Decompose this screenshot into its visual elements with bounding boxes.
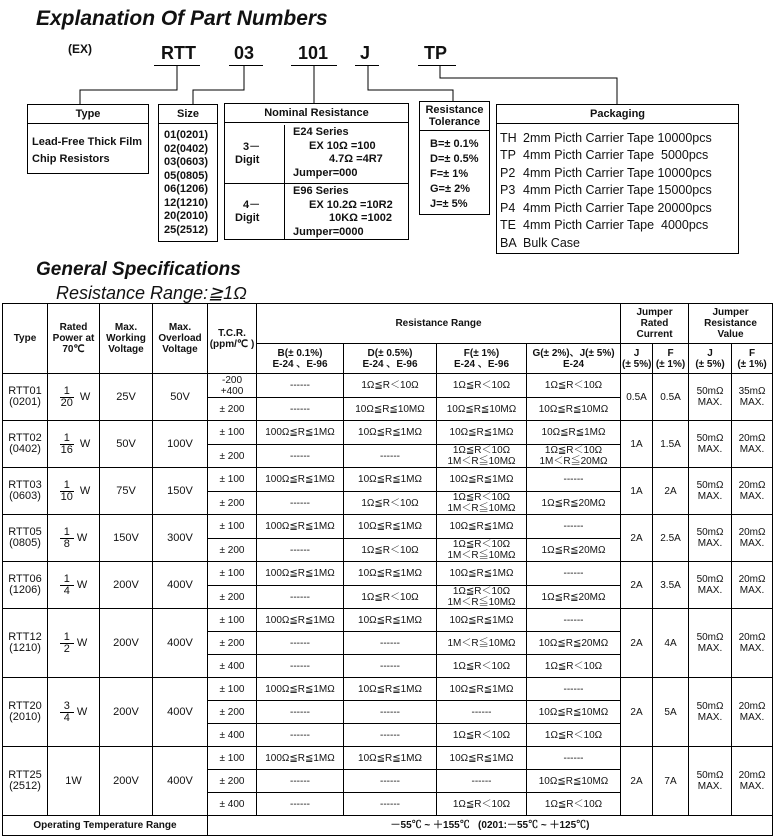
header-type: Type bbox=[3, 304, 48, 374]
range-f: 1Ω≦R＜10Ω bbox=[437, 374, 527, 398]
power-unit: W bbox=[76, 578, 88, 591]
working-voltage: 200V bbox=[100, 562, 153, 609]
range-f: 1Ω≦R＜10Ω 1M＜R≦10MΩ bbox=[437, 539, 527, 562]
range-f: 10Ω≦R≦10MΩ bbox=[437, 398, 527, 421]
nominal-line: 4.7Ω =4R7 bbox=[329, 153, 383, 165]
spec-row bbox=[3, 747, 773, 770]
range-f: 1Ω≦R＜10Ω 1M＜R≦10MΩ bbox=[437, 586, 527, 609]
range-b: ------ bbox=[257, 492, 344, 515]
jumper-resistance-f: 20mΩ MAX. bbox=[732, 515, 773, 562]
type-header: Type bbox=[28, 105, 148, 124]
range-d: ------ bbox=[344, 632, 437, 655]
jumper-current-j: 2A bbox=[621, 515, 653, 562]
part-type: RTT02 (0402) bbox=[3, 421, 48, 468]
tcr-value: ± 400 bbox=[208, 793, 257, 816]
jumper-current-f: 7A bbox=[653, 747, 689, 816]
packaging-row bbox=[497, 199, 738, 217]
tcr-value: ± 200 bbox=[208, 632, 257, 655]
rated-power bbox=[48, 468, 100, 515]
packaging-desc: Bulk Case bbox=[523, 235, 580, 250]
packaging-desc: 4mm Picth Carrier Tape 20000pcs bbox=[523, 200, 712, 215]
header-range-f: F(± 1%) E-24 、E-96 bbox=[437, 344, 527, 374]
rated-power bbox=[48, 609, 100, 678]
range-gj: 1Ω≦R＜10Ω bbox=[527, 655, 621, 678]
jumper-current-f: 2.5A bbox=[653, 515, 689, 562]
jumper-resistance-j: 50mΩ MAX. bbox=[689, 374, 732, 421]
range-d: 1Ω≦R＜10Ω bbox=[344, 374, 437, 398]
packaging-code: P4 bbox=[500, 200, 516, 215]
power-denominator: 4 bbox=[63, 584, 70, 597]
tcr-value: ± 100 bbox=[208, 515, 257, 539]
power-denominator: 20 bbox=[60, 396, 73, 409]
range-d: ------ bbox=[344, 770, 437, 793]
power-unit: W bbox=[76, 705, 88, 718]
nominal-line: 10KΩ =1002 bbox=[329, 212, 392, 224]
nominal-line: E24 Series bbox=[293, 126, 349, 138]
code-resistance: 101 bbox=[298, 43, 329, 63]
nominal-header: Nominal Resistance bbox=[225, 104, 408, 123]
overload-voltage: 300V bbox=[153, 515, 208, 562]
jumper-current-j: 1A bbox=[621, 421, 653, 468]
header-range-gj: G(± 2%)、J(± 5%) E-24 bbox=[527, 344, 621, 374]
digit-label: 3－ bbox=[243, 141, 261, 153]
working-voltage: 200V bbox=[100, 609, 153, 678]
nominal-line: E96 Series bbox=[293, 185, 349, 197]
power-numerator: 1 bbox=[60, 433, 74, 445]
header-current-j: J (± 5%) bbox=[621, 344, 653, 374]
working-voltage: 200V bbox=[100, 678, 153, 747]
range-gj: 10Ω≦R≦20MΩ bbox=[527, 632, 621, 655]
size-line: 20(2010) bbox=[164, 210, 209, 222]
nominal-line: Jumper=0000 bbox=[293, 225, 364, 238]
working-voltage: 25V bbox=[100, 374, 153, 421]
power-unit: W bbox=[79, 390, 91, 403]
header-range-b: B(± 0.1%) E-24 、E-96 bbox=[257, 344, 344, 374]
packaging-desc: 4mm Picth Carrier Tape 4000pcs bbox=[523, 218, 709, 233]
jumper-resistance-f: 20mΩ MAX. bbox=[732, 747, 773, 816]
header-range-d: D(± 0.5%) E-24 、E-96 bbox=[344, 344, 437, 374]
tcr-value: ± 100 bbox=[208, 421, 257, 445]
jumper-resistance-j: 50mΩ MAX. bbox=[689, 515, 732, 562]
packaging-code: P2 bbox=[500, 165, 516, 180]
leader-line bbox=[440, 65, 617, 104]
jumper-current-f: 5A bbox=[653, 678, 689, 747]
range-d: 10Ω≦R≦1MΩ bbox=[344, 562, 437, 586]
range-d: 10Ω≦R≦1MΩ bbox=[344, 515, 437, 539]
spec-row bbox=[3, 421, 773, 445]
packaging-desc: 2mm Picth Carrier Tape 10000pcs bbox=[523, 130, 712, 145]
jumper-current-j: 2A bbox=[621, 562, 653, 609]
size-line: 01(0201) bbox=[164, 129, 209, 141]
jumper-resistance-j: 50mΩ MAX. bbox=[689, 747, 732, 816]
range-gj: ------ bbox=[527, 515, 621, 539]
range-gj: ------ bbox=[527, 468, 621, 492]
range-gj: ------ bbox=[527, 678, 621, 701]
tcr-value: ± 100 bbox=[208, 562, 257, 586]
tcr-value: ± 400 bbox=[208, 724, 257, 747]
operating-temperature-label: Operating Temperature Range bbox=[3, 816, 208, 836]
range-b: ------ bbox=[257, 655, 344, 678]
spec-row bbox=[3, 678, 773, 701]
header-overload-voltage: Max. Overload Voltage bbox=[153, 304, 208, 374]
part-number-title: Explanation Of Part Numbers bbox=[36, 7, 328, 30]
spec-row bbox=[3, 374, 773, 398]
size-line: 12(1210) bbox=[164, 196, 209, 209]
power-numerator: 1 bbox=[60, 480, 74, 492]
range-b: ------ bbox=[257, 793, 344, 816]
tcr-value: ± 100 bbox=[208, 468, 257, 492]
tcr-value: ± 400 bbox=[208, 655, 257, 678]
tcr-value: ± 200 bbox=[208, 770, 257, 793]
jumper-resistance-f: 35mΩ MAX. bbox=[732, 374, 773, 421]
rated-power bbox=[48, 747, 100, 816]
rated-power bbox=[48, 562, 100, 609]
range-gj: 1Ω≦R＜10Ω bbox=[527, 374, 621, 398]
range-f: 1Ω≦R＜10Ω bbox=[437, 655, 527, 678]
jumper-current-f: 0.5A bbox=[653, 374, 689, 421]
packaging-code: TH bbox=[500, 130, 517, 145]
power-numerator: 3 bbox=[60, 701, 74, 713]
power-numerator: 1 bbox=[60, 527, 74, 539]
jumper-resistance-f: 20mΩ MAX. bbox=[732, 609, 773, 678]
code-packaging: TP bbox=[424, 43, 448, 63]
range-gj: ------ bbox=[527, 747, 621, 770]
overload-voltage: 400V bbox=[153, 609, 208, 678]
header-resistance-f: F (± 1%) bbox=[732, 344, 773, 374]
tcr-value: ± 200 bbox=[208, 701, 257, 724]
range-b: ------ bbox=[257, 374, 344, 398]
spec-row bbox=[3, 609, 773, 632]
power-numerator: 1 bbox=[60, 632, 74, 644]
spec-table bbox=[2, 303, 773, 836]
range-b: ------ bbox=[257, 770, 344, 793]
range-f: 10Ω≦R≦1MΩ bbox=[437, 515, 527, 539]
power-unit: W bbox=[76, 636, 88, 649]
digit-cell bbox=[225, 183, 285, 239]
digit-label: Digit bbox=[235, 154, 260, 166]
jumper-resistance-j: 50mΩ MAX. bbox=[689, 562, 732, 609]
range-gj: 1Ω≦R≦20MΩ bbox=[527, 539, 621, 562]
header-working-voltage: Max. Working Voltage bbox=[100, 304, 153, 374]
range-b: ------ bbox=[257, 586, 344, 609]
nominal-line: EX 10Ω =100 bbox=[309, 139, 376, 152]
header-tcr: T.C.R. (ppm/℃ ) bbox=[208, 304, 257, 374]
header-rated-power: Rated Power at 70℃ bbox=[48, 304, 100, 374]
overload-voltage: 150V bbox=[153, 468, 208, 515]
power-numerator: 1 bbox=[60, 574, 74, 586]
tcr-value: ± 100 bbox=[208, 609, 257, 632]
range-d: ------ bbox=[344, 724, 437, 747]
packaging-row bbox=[497, 217, 738, 235]
working-voltage: 150V bbox=[100, 515, 153, 562]
range-b: 100Ω≦R≦1MΩ bbox=[257, 609, 344, 632]
part-type: RTT25 (2512) bbox=[3, 747, 48, 816]
tcr-value: ± 200 bbox=[208, 398, 257, 421]
range-d: 1Ω≦R＜10Ω bbox=[344, 539, 437, 562]
jumper-resistance-f: 20mΩ MAX. bbox=[732, 468, 773, 515]
part-type: RTT20 (2010) bbox=[3, 678, 48, 747]
tcr-value: ± 200 bbox=[208, 492, 257, 515]
jumper-resistance-f: 20mΩ MAX. bbox=[732, 678, 773, 747]
working-voltage: 50V bbox=[100, 421, 153, 468]
overload-voltage: 400V bbox=[153, 747, 208, 816]
range-gj: 10Ω≦R≦1MΩ bbox=[527, 421, 621, 445]
power-denominator: 8 bbox=[63, 537, 70, 550]
range-b: 100Ω≦R≦1MΩ bbox=[257, 468, 344, 492]
power-unit: W bbox=[76, 531, 88, 544]
header-jumper-current: Jumper Rated Current bbox=[621, 304, 689, 344]
tolerance-header: Tolerance bbox=[428, 116, 481, 128]
power-numerator: 1 bbox=[60, 386, 74, 398]
rated-power bbox=[48, 374, 100, 421]
operating-temperature-row bbox=[3, 816, 773, 836]
range-f: 1Ω≦R＜10Ω bbox=[437, 793, 527, 816]
nominal-line: Jumper=000 bbox=[293, 166, 358, 179]
range-f: 10Ω≦R≦1MΩ bbox=[437, 747, 527, 770]
range-d: 10Ω≦R≦1MΩ bbox=[344, 747, 437, 770]
tolerance-box bbox=[419, 101, 490, 215]
range-d: 10Ω≦R≦1MΩ bbox=[344, 609, 437, 632]
range-d: 10Ω≦R≦1MΩ bbox=[344, 678, 437, 701]
range-gj: 1Ω≦R＜10Ω bbox=[527, 793, 621, 816]
tolerance-line: F=± 1% bbox=[430, 168, 469, 180]
size-line: 02(0402) bbox=[164, 142, 209, 155]
range-gj: 1Ω≦R≦20MΩ bbox=[527, 492, 621, 515]
jumper-resistance-j: 50mΩ MAX. bbox=[689, 678, 732, 747]
tcr-value: ± 200 bbox=[208, 445, 257, 468]
overload-voltage: 400V bbox=[153, 562, 208, 609]
range-f: ------ bbox=[437, 770, 527, 793]
range-b: 100Ω≦R≦1MΩ bbox=[257, 562, 344, 586]
working-voltage: 75V bbox=[100, 468, 153, 515]
specs-subtitle: Resistance Range:≧1Ω bbox=[56, 283, 247, 303]
jumper-current-f: 2A bbox=[653, 468, 689, 515]
jumper-current-f: 4A bbox=[653, 609, 689, 678]
range-d: 1Ω≦R＜10Ω bbox=[344, 586, 437, 609]
packaging-row bbox=[497, 234, 738, 252]
range-b: 100Ω≦R≦1MΩ bbox=[257, 747, 344, 770]
digit-label: 4－ bbox=[243, 199, 261, 211]
range-gj: 1Ω≦R≦20MΩ bbox=[527, 586, 621, 609]
range-f: ------ bbox=[437, 701, 527, 724]
jumper-current-j: 2A bbox=[621, 609, 653, 678]
range-f: 1Ω≦R＜10Ω bbox=[437, 724, 527, 747]
leader-line bbox=[193, 65, 244, 104]
type-line: Lead-Free Thick Film bbox=[32, 136, 143, 148]
range-b: ------ bbox=[257, 724, 344, 747]
range-gj: ------ bbox=[527, 562, 621, 586]
header-jumper-resistance: Jumper Resistance Value bbox=[689, 304, 773, 344]
range-b: ------ bbox=[257, 632, 344, 655]
leader-line bbox=[80, 65, 177, 104]
operating-temperature-value: －55℃ ~ ＋155℃ (0201:－55℃ ~ ＋125℃) bbox=[208, 816, 773, 836]
power-denominator: 10 bbox=[60, 490, 73, 503]
range-d: 1Ω≦R＜10Ω bbox=[344, 492, 437, 515]
header-resistance-j: J (± 5%) bbox=[689, 344, 732, 374]
packaging-code: TE bbox=[500, 218, 516, 233]
type-box bbox=[27, 104, 149, 174]
packaging-row bbox=[497, 147, 738, 165]
code-size: 03 bbox=[234, 43, 255, 63]
range-gj: 1Ω≦R＜10Ω 1M＜R≦20MΩ bbox=[527, 445, 621, 468]
packaging-desc: 4mm Picth Carrier Tape 10000pcs bbox=[523, 165, 712, 180]
tolerance-line: G=± 2% bbox=[430, 183, 470, 195]
leader-lines bbox=[0, 0, 775, 120]
packaging-desc: 4mm Picth Carrier Tape 5000pcs bbox=[523, 148, 709, 163]
range-b: ------ bbox=[257, 445, 344, 468]
range-f: 1M＜R≦10MΩ bbox=[437, 632, 527, 655]
jumper-current-j: 2A bbox=[621, 678, 653, 747]
type-line: Chip Resistors bbox=[32, 153, 110, 165]
size-line: 06(1206) bbox=[164, 183, 209, 195]
jumper-resistance-j: 50mΩ MAX. bbox=[689, 421, 732, 468]
range-d: ------ bbox=[344, 701, 437, 724]
digit-cell bbox=[225, 125, 285, 183]
range-d: ------ bbox=[344, 655, 437, 678]
power-unit: 1W bbox=[65, 774, 82, 787]
size-line: 05(0805) bbox=[164, 169, 209, 182]
working-voltage: 200V bbox=[100, 747, 153, 816]
part-type: RTT03 (0603) bbox=[3, 468, 48, 515]
jumper-resistance-f: 20mΩ MAX. bbox=[732, 421, 773, 468]
tcr-value: ± 100 bbox=[208, 747, 257, 770]
specs-title: General Specifications bbox=[36, 259, 241, 280]
range-gj: ------ bbox=[527, 609, 621, 632]
overload-voltage: 100V bbox=[153, 421, 208, 468]
range-f: 10Ω≦R≦1MΩ bbox=[437, 468, 527, 492]
power-unit: W bbox=[79, 484, 91, 497]
overload-voltage: 400V bbox=[153, 678, 208, 747]
packaging-header: Packaging bbox=[497, 105, 738, 124]
range-d: 10Ω≦R≦1MΩ bbox=[344, 468, 437, 492]
size-box bbox=[158, 104, 218, 242]
range-gj: 10Ω≦R≦10MΩ bbox=[527, 701, 621, 724]
tolerance-line: J=± 5% bbox=[430, 198, 468, 210]
nominal-line: EX 10.2Ω =10R2 bbox=[309, 198, 393, 211]
packaging-code: BA bbox=[500, 235, 517, 250]
header-current-f: F (± 1%) bbox=[653, 344, 689, 374]
power-denominator: 4 bbox=[63, 711, 70, 724]
overload-voltage: 50V bbox=[153, 374, 208, 421]
example-tag: (EX) bbox=[68, 42, 92, 56]
spec-row bbox=[3, 562, 773, 586]
range-d: ------ bbox=[344, 445, 437, 468]
rated-power bbox=[48, 515, 100, 562]
range-f: 10Ω≦R≦1MΩ bbox=[437, 562, 527, 586]
range-b: ------ bbox=[257, 398, 344, 421]
range-b: 100Ω≦R≦1MΩ bbox=[257, 678, 344, 701]
size-line: 25(2512) bbox=[164, 223, 209, 236]
tcr-value: ± 200 bbox=[208, 586, 257, 609]
tolerance-header: Resistance bbox=[425, 104, 484, 116]
range-d: ------ bbox=[344, 793, 437, 816]
code-tolerance: J bbox=[360, 43, 371, 63]
code-type: RTT bbox=[161, 43, 196, 63]
rated-power bbox=[48, 421, 100, 468]
power-denominator: 2 bbox=[63, 642, 70, 655]
packaging-row bbox=[497, 129, 738, 147]
range-gj: 10Ω≦R≦10MΩ bbox=[527, 770, 621, 793]
spec-row bbox=[3, 468, 773, 492]
header-resistance-range: Resistance Range bbox=[257, 304, 621, 344]
power-denominator: 16 bbox=[60, 443, 73, 456]
packaging-box bbox=[496, 104, 739, 254]
part-type: RTT12 (1210) bbox=[3, 609, 48, 678]
size-line: 03(0603) bbox=[164, 156, 209, 168]
packaging-code: P3 bbox=[500, 183, 516, 198]
spec-row bbox=[3, 515, 773, 539]
jumper-current-f: 3.5A bbox=[653, 562, 689, 609]
part-type: RTT01 (0201) bbox=[3, 374, 48, 421]
range-d: 10Ω≦R≦10MΩ bbox=[344, 398, 437, 421]
jumper-current-j: 1A bbox=[621, 468, 653, 515]
tcr-value: -200 +400 bbox=[208, 374, 257, 398]
range-b: 100Ω≦R≦1MΩ bbox=[257, 421, 344, 445]
range-b: ------ bbox=[257, 539, 344, 562]
tolerance-line: D=± 0.5% bbox=[430, 153, 479, 165]
range-gj: 1Ω≦R＜10Ω bbox=[527, 724, 621, 747]
nominal-box bbox=[224, 103, 409, 240]
packaging-desc: 4mm Picth Carrier Tape 15000pcs bbox=[523, 183, 712, 198]
range-f: 1Ω≦R＜10Ω 1M＜R≦10MΩ bbox=[437, 492, 527, 515]
jumper-resistance-j: 50mΩ MAX. bbox=[689, 468, 732, 515]
range-b: 100Ω≦R≦1MΩ bbox=[257, 515, 344, 539]
range-gj: 10Ω≦R≦10MΩ bbox=[527, 398, 621, 421]
rated-power bbox=[48, 678, 100, 747]
range-f: 1Ω≦R＜10Ω 1M＜R≦10MΩ bbox=[437, 445, 527, 468]
size-header: Size bbox=[159, 105, 217, 124]
jumper-resistance-j: 50mΩ MAX. bbox=[689, 609, 732, 678]
range-f: 10Ω≦R≦1MΩ bbox=[437, 678, 527, 701]
range-f: 10Ω≦R≦1MΩ bbox=[437, 421, 527, 445]
jumper-current-j: 0.5A bbox=[621, 374, 653, 421]
range-b: ------ bbox=[257, 701, 344, 724]
packaging-row bbox=[497, 164, 738, 182]
tolerance-line: B=± 0.1% bbox=[430, 138, 479, 150]
packaging-code: TP bbox=[500, 148, 516, 163]
range-d: 10Ω≦R≦1MΩ bbox=[344, 421, 437, 445]
power-unit: W bbox=[79, 437, 91, 450]
part-type: RTT06 (1206) bbox=[3, 562, 48, 609]
range-f: 10Ω≦R≦1MΩ bbox=[437, 609, 527, 632]
tcr-value: ± 200 bbox=[208, 539, 257, 562]
packaging-row bbox=[497, 182, 738, 200]
digit-label: Digit bbox=[235, 212, 260, 224]
jumper-current-j: 2A bbox=[621, 747, 653, 816]
jumper-resistance-f: 20mΩ MAX. bbox=[732, 562, 773, 609]
part-type: RTT05 (0805) bbox=[3, 515, 48, 562]
tcr-value: ± 100 bbox=[208, 678, 257, 701]
jumper-current-f: 1.5A bbox=[653, 421, 689, 468]
